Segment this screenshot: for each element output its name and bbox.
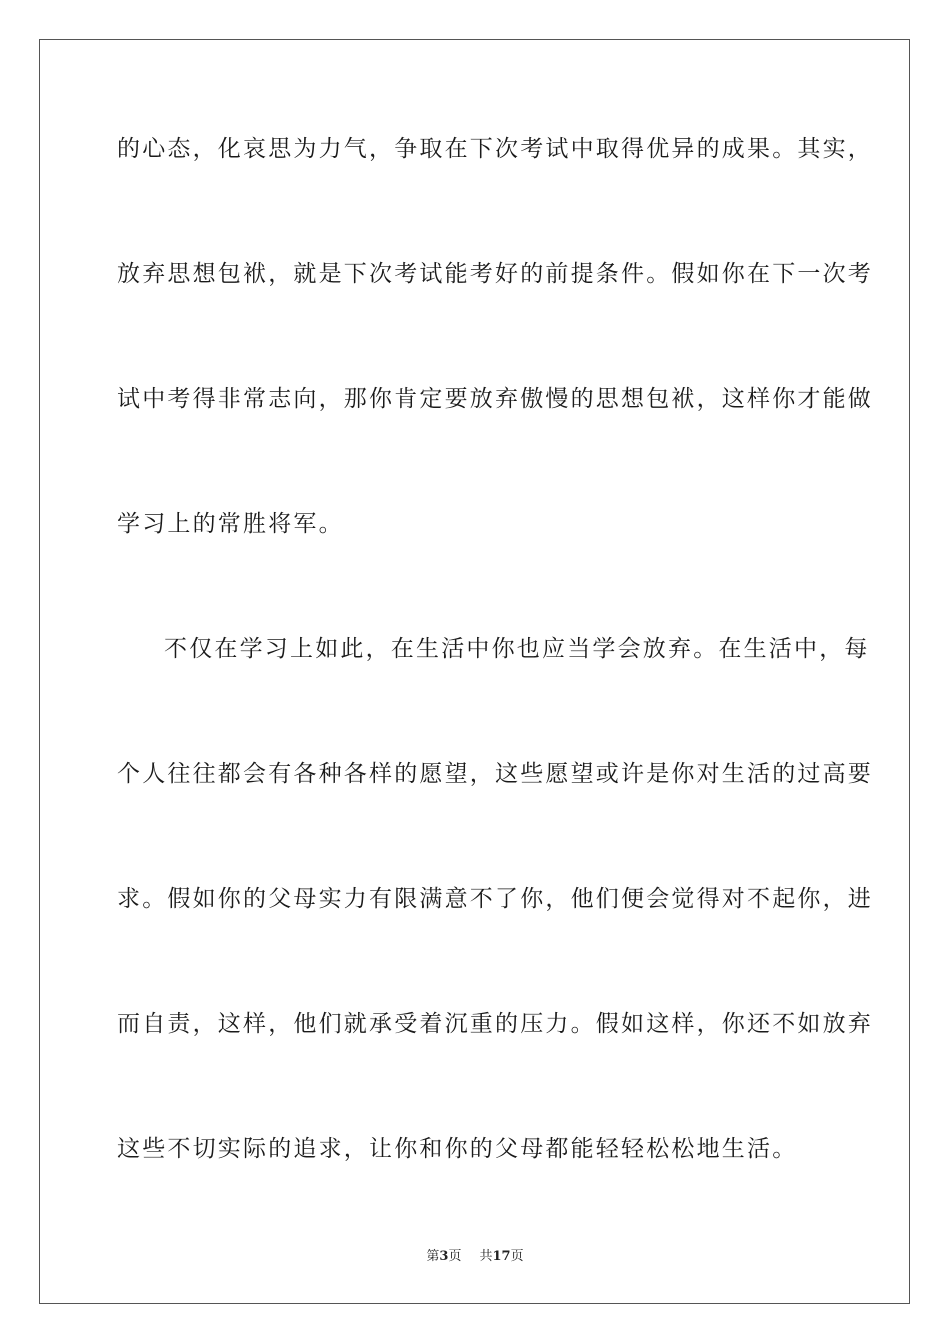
- total-prefix: 共: [479, 1249, 493, 1264]
- total-suffix: 页: [510, 1249, 524, 1264]
- text-line-7: 求。假如你的父母实力有限满意不了你，他们便会觉得对不起你，进: [117, 886, 873, 912]
- page-number: 3: [439, 1249, 449, 1264]
- text-line-9: 这些不切实际的追求，让你和你的父母都能轻轻松松地生活。: [117, 1136, 798, 1162]
- text-line-2: 放弃思想包袱，就是下次考试能考好的前提条件。假如你在下一次考: [117, 261, 873, 287]
- page-frame: [39, 39, 910, 1304]
- text-line-6: 个人往往都会有各种各样的愿望，这些愿望或许是你对生活的过高要: [117, 761, 873, 787]
- text-line-4: 学习上的常胜将军。: [117, 511, 344, 537]
- page-footer: [0, 1248, 950, 1266]
- total-pages: 17: [492, 1249, 511, 1264]
- page-prefix: 第: [426, 1249, 440, 1264]
- text-line-8: 而自责，这样，他们就承受着沉重的压力。假如这样，你还不如放弃: [117, 1011, 873, 1037]
- text-line-3: 试中考得非常志向，那你肯定要放弃傲慢的思想包袱，这样你才能做: [117, 386, 873, 412]
- page-suffix: 页: [448, 1249, 462, 1264]
- paragraph-start-line: 不仅在学习上如此，在生活中你也应当学会放弃。在生活中，每: [164, 636, 870, 662]
- text-line-1: 的心态，化哀思为力气，争取在下次考试中取得优异的成果。其实，: [117, 136, 873, 162]
